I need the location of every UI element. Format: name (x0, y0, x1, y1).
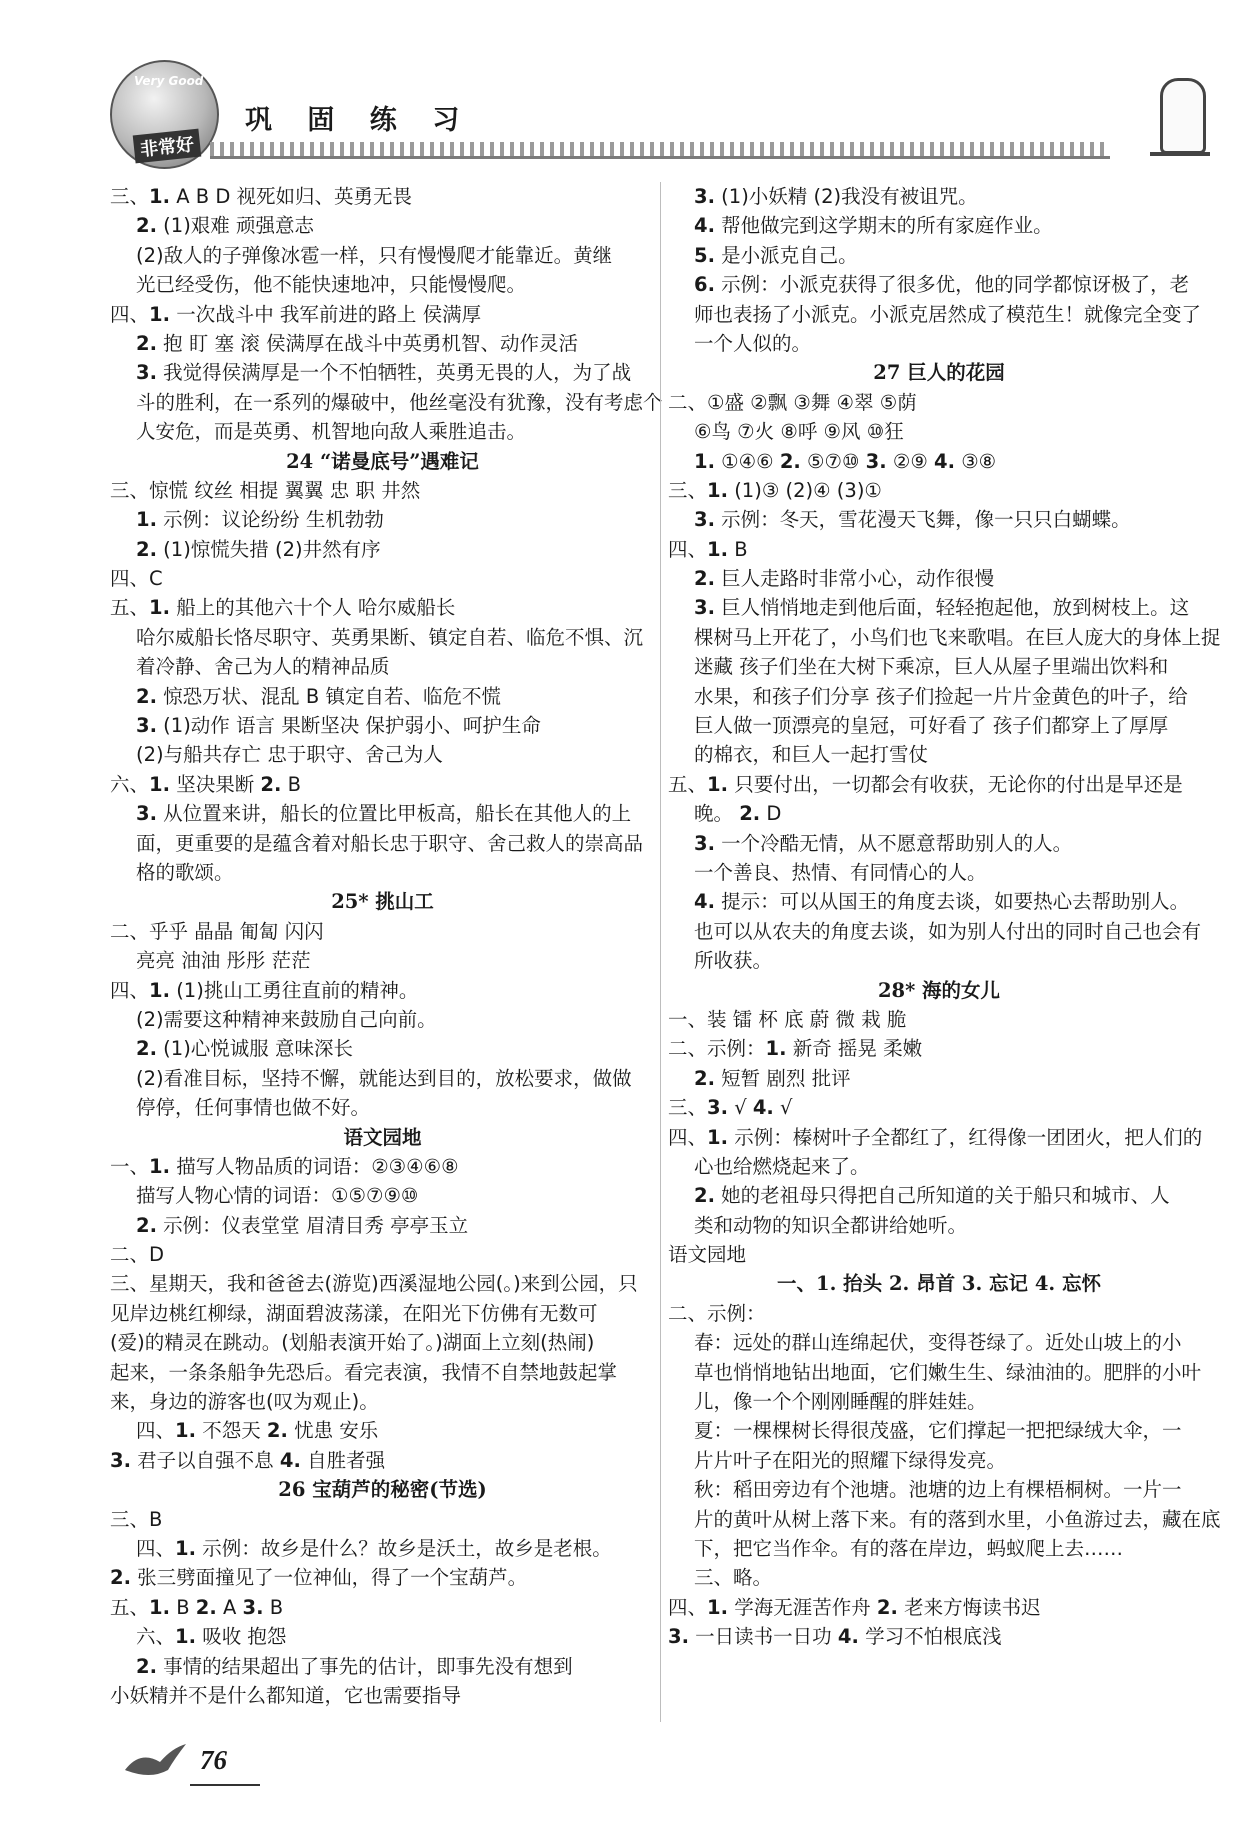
left-answer-line: 3. 从位置来讲，船长的位置比甲板高，船长在其他人的上 (136, 802, 632, 826)
page-header (110, 60, 1200, 170)
left-answer-line: (2)需要这种精神来鼓励自己向前。 (136, 1007, 437, 1031)
left-answer-line: 二、D (110, 1243, 165, 1267)
right-answer-line: 片的黄叶从树上落下来。有的落到水里，小鱼游过去，藏在底 (694, 1507, 1221, 1531)
right-answer-line: 心也给燃烧起来了。 (694, 1154, 870, 1178)
left-answer-line: 哈尔威船长恪尽职守、英勇果断、镇定自若、临危不惧、沉 (136, 625, 644, 649)
left-answer-line: (2)看准目标，坚持不懈，就能达到目的，放松要求，做做 (136, 1066, 632, 1090)
left-answer-line: 2. 张三劈面撞见了一位神仙，得了一个宝葫芦。 (110, 1566, 528, 1590)
left-answer-column (110, 182, 663, 1710)
right-answer-line: 巨人做一顶漂亮的皇冠，可好看了 孩子们都穿上了厚厚 (694, 714, 1169, 738)
right-answer-line: 二、示例： (668, 1301, 766, 1325)
right-answer-line: 二、①盛 ②飘 ③舞 ④翠 ⑤荫 (668, 390, 917, 414)
right-answer-line: 三、1. (1)③ (2)④ (3)① (668, 478, 882, 502)
right-answer-line: 晚。 2. D (694, 802, 782, 826)
right-answer-line: 三、3. √ 4. √ (668, 1096, 793, 1120)
brand-logo (110, 60, 219, 169)
left-answer-line: 见岸边桃红柳绿，湖面碧波荡漾，在阳光下仿佛有无数可 (110, 1301, 598, 1325)
left-answer-line: 四、1. (1)挑山工勇往直前的精神。 (110, 978, 419, 1002)
right-answer-line: 3. 一日读书一日功 4. 学习不怕根底浅 (668, 1625, 1002, 1649)
right-answer-line: 语文园地 (668, 1243, 747, 1267)
left-answer-line: (2)与船共存亡 忠于职守、舍己为人 (136, 743, 443, 767)
right-answer-line: 3. 一个冷酷无情，从不愿意帮助别人的人。 (694, 831, 1073, 855)
left-answer-line: 光已经受伤，他不能快速地冲，只能慢慢爬。 (136, 273, 527, 297)
right-answer-line: 2. 她的老祖母只得把自己所知道的关于船只和城市、人 (694, 1184, 1170, 1208)
left-answer-line: 2. 抱 盯 塞 滚 侯满厚在战斗中英勇机智、动作灵活 (136, 331, 578, 355)
right-answer-line: 一、装 镭 杯 底 蔚 微 栽 脆 (668, 1007, 907, 1031)
left-answer-line: 3. (1)动作 语言 果断坚决 保护弱小、呵护生命 (136, 714, 541, 738)
left-answer-line: (2)敌人的子弹像冰雹一样，只有慢慢爬才能靠近。黄继 (136, 243, 613, 267)
right-answer-line: 秋：稻田旁边有个池塘。池塘的边上有棵梧桐树。一片一 (694, 1478, 1182, 1502)
left-answer-line: 四、1. 示例：故乡是什么？故乡是沃土，故乡是老根。 (136, 1536, 612, 1560)
bird-decoration-icon (120, 1740, 190, 1780)
right-answer-line: 3. (1)小妖精 (2)我没有被诅咒。 (694, 185, 978, 208)
right-answer-line: 2. 短暂 剧烈 批评 (694, 1066, 851, 1090)
left-answer-line: 三、星期天，我和爸爸去(游览)西溪湿地公园(。)来到公园，只 (110, 1272, 638, 1296)
right-answer-line: 所收获。 (694, 949, 773, 973)
left-answer-line: 2. (1)心悦诚服 意味深长 (136, 1037, 354, 1061)
left-section-heading: 26 宝葫芦的秘密(节选) (278, 1478, 487, 1502)
left-answer-line: 五、1. B 2. A 3. B (110, 1595, 284, 1619)
left-answer-line: 一、1. 描写人物品质的词语：②③④⑥⑧ (110, 1154, 459, 1178)
left-answer-line: 人安危，而是英勇、机智地向敌人乘胜追击。 (136, 420, 527, 444)
left-answer-line: 斗的胜利，在一系列的爆破中，他丝毫没有犹豫，没有考虑个 (136, 390, 663, 414)
right-answer-line: 师也表扬了小派克。小派克居然成了模范生！就像完全变了 (694, 302, 1202, 326)
left-answer-line: (爱)的精灵在跳动。(划船表演开始了。)湖面上立刻(热闹) (110, 1331, 595, 1355)
pencil-mascot-icon (1160, 78, 1206, 154)
mascot-feet-icon (1150, 152, 1210, 156)
right-answer-line: 草也悄悄地钻出地面，它们嫩生生、绿油油的。肥胖的小叶 (694, 1360, 1202, 1384)
page-number: 76 (200, 1745, 227, 1775)
left-answer-line: 二、乎乎 晶晶 匍匐 闪闪 (110, 919, 324, 943)
right-answer-line: 夏：一棵棵树长得很茂盛，它们撑起一把把绿绒大伞，一 (694, 1419, 1182, 1443)
right-answer-line: 四、1. 学海无涯苦作舟 2. 老来方悔读书迟 (668, 1595, 1041, 1619)
left-answer-line: 3. 君子以自强不息 4. 自胜者强 (110, 1448, 386, 1472)
right-answer-line: 一个人似的。 (694, 331, 812, 355)
right-answer-line: 的棉衣，和巨人一起打雪仗 (694, 743, 929, 767)
right-answer-line: 也可以从农夫的角度去谈，如为别人付出的同时自己也会有 (694, 919, 1202, 943)
left-answer-line: 面，更重要的是蕴含着对船长忠于职守、舍己救人的崇高品 (136, 831, 644, 855)
right-answer-line: 棵树马上开花了，小鸟们也飞来歌唱。在巨人庞大的身体上捉 (694, 625, 1221, 649)
left-answer-line: 亮亮 油油 彤彤 茫茫 (136, 949, 311, 973)
right-section-heading: 27 巨人的花园 (873, 361, 1005, 385)
right-answer-line: 一个善良、热情、有同情心的人。 (694, 860, 987, 884)
right-answer-line: 下，把它当作伞。有的落在岸边，蚂蚁爬上去…… (694, 1536, 1124, 1560)
left-answer-line: 2. 事情的结果超出了事先的估计，即事先没有想到 (136, 1654, 573, 1678)
logo-top-text: Very Good (134, 74, 204, 88)
left-answer-line: 四、1. 不怨天 2. 忧患 安乐 (136, 1419, 379, 1443)
left-answer-line: 2. (1)艰难 顽强意志 (136, 214, 315, 238)
logo-main-text: 非常好 (133, 129, 202, 164)
left-section-heading: 语文园地 (343, 1125, 422, 1149)
left-answer-line: 着冷静、舍己为人的精神品质 (136, 655, 390, 679)
left-answer-line: 来，身边的游客也(叹为观止)。 (110, 1390, 379, 1414)
right-answer-line: 四、1. 示例：榛树叶子全都红了，红得像一团团火，把人们的 (668, 1125, 1203, 1149)
left-answer-line: 3. 我觉得侯满厚是一个不怕牺牲，英勇无畏的人，为了战 (136, 361, 632, 385)
left-answer-line: 2. 惊恐万状、混乱 B 镇定自若、临危不慌 (136, 684, 501, 708)
right-answer-line: 类和动物的知识全都讲给她听。 (694, 1213, 968, 1237)
left-answer-line: 格的歌颂。 (136, 860, 234, 884)
left-answer-line: 五、1. 船上的其他六十个人 哈尔威船长 (110, 596, 456, 620)
left-answer-line: 1. 示例：议论纷纷 生机勃勃 (136, 508, 384, 532)
right-answer-line: ⑥鸟 ⑦火 ⑧呼 ⑨风 ⑩狂 (694, 420, 904, 444)
right-answer-line: 3. 巨人悄悄地走到他后面，轻轻抱起他，放到树枝上。这 (694, 596, 1190, 620)
right-answer-line: 3. 示例：冬天，雪花漫天飞舞，像一只只白蝴蝶。 (694, 508, 1131, 532)
right-answer-line: 5. 是小派克自己。 (694, 243, 858, 267)
right-answer-line: 三、略。 (694, 1566, 773, 1590)
left-answer-line: 停停，任何事情也做不好。 (136, 1096, 371, 1120)
right-answer-line: 4. 帮他做完到这学期末的所有家庭作业。 (694, 214, 1053, 238)
right-answer-column (668, 182, 1221, 1652)
left-answer-line: 小妖精并不是什么都知道，它也需要指导 (110, 1683, 462, 1707)
right-answer-line: 片片叶子在阳光的照耀下绿得发亮。 (694, 1448, 1007, 1472)
left-answer-line: 2. 示例：仪表堂堂 眉清目秀 亭亭玉立 (136, 1213, 469, 1237)
section-title: 巩 固 练 习 (245, 105, 473, 136)
left-answer-line: 2. (1)惊慌失措 (2)井然有序 (136, 537, 381, 561)
right-answer-line: 迷藏 孩子们坐在大树下乘凉，巨人从屋子里端出饮料和 (694, 655, 1169, 679)
left-answer-line: 六、1. 吸收 抱怨 (136, 1625, 287, 1649)
left-answer-line: 六、1. 坚决果断 2. B (110, 772, 301, 796)
column-divider (660, 182, 661, 1722)
header-decorative-bar (210, 142, 1110, 159)
right-answer-line: 水果，和孩子们分享 孩子们捡起一片片金黄色的叶子，给 (694, 684, 1188, 708)
right-section-heading: 一、1. 抬头 2. 昂首 3. 忘记 4. 忘怀 (777, 1272, 1101, 1296)
right-answer-line: 6. 示例：小派克获得了很多优，他的同学都惊讶极了，老 (694, 273, 1190, 297)
left-answer-line: 四、C (110, 567, 163, 591)
left-answer-line: 三、惊慌 纹丝 相提 翼翼 忠 职 井然 (110, 478, 421, 502)
left-section-heading: 24 “诺曼底号”遇难记 (286, 449, 479, 473)
right-answer-line: 五、1. 只要付出，一切都会有收获，无论你的付出是早还是 (668, 772, 1183, 796)
right-answer-line: 四、1. B (668, 537, 748, 561)
right-answer-line: 春：远处的群山连绵起伏，变得苍绿了。近处山坡上的小 (694, 1331, 1182, 1355)
left-answer-line: 三、1. A B D 视死如归、英勇无畏 (110, 185, 413, 208)
page-number-underline (190, 1784, 260, 1786)
right-answer-line: 儿，像一个个刚刚睡醒的胖娃娃。 (694, 1390, 987, 1414)
left-answer-line: 四、1. 一次战斗中 我军前进的路上 侯满厚 (110, 302, 482, 326)
left-section-heading: 25* 挑山工 (331, 890, 434, 914)
left-answer-line: 三、B (110, 1507, 163, 1531)
left-answer-line: 起来，一条条船争先恐后。看完表演，我情不自禁地鼓起掌 (110, 1360, 618, 1384)
right-answer-line: 二、示例：1. 新奇 摇晃 柔嫩 (668, 1037, 923, 1061)
right-section-heading: 28* 海的女儿 (877, 978, 1001, 1002)
right-answer-line: 4. 提示：可以从国王的角度去谈，如要热心去帮助别人。 (694, 890, 1190, 914)
right-answer-line: 2. 巨人走路时非常小心，动作很慢 (694, 567, 995, 591)
left-answer-line: 描写人物心情的词语：①⑤⑦⑨⑩ (136, 1184, 419, 1208)
right-answer-line: 1. ①④⑥ 2. ⑤⑦⑩ 3. ②⑨ 4. ③⑧ (694, 449, 997, 473)
